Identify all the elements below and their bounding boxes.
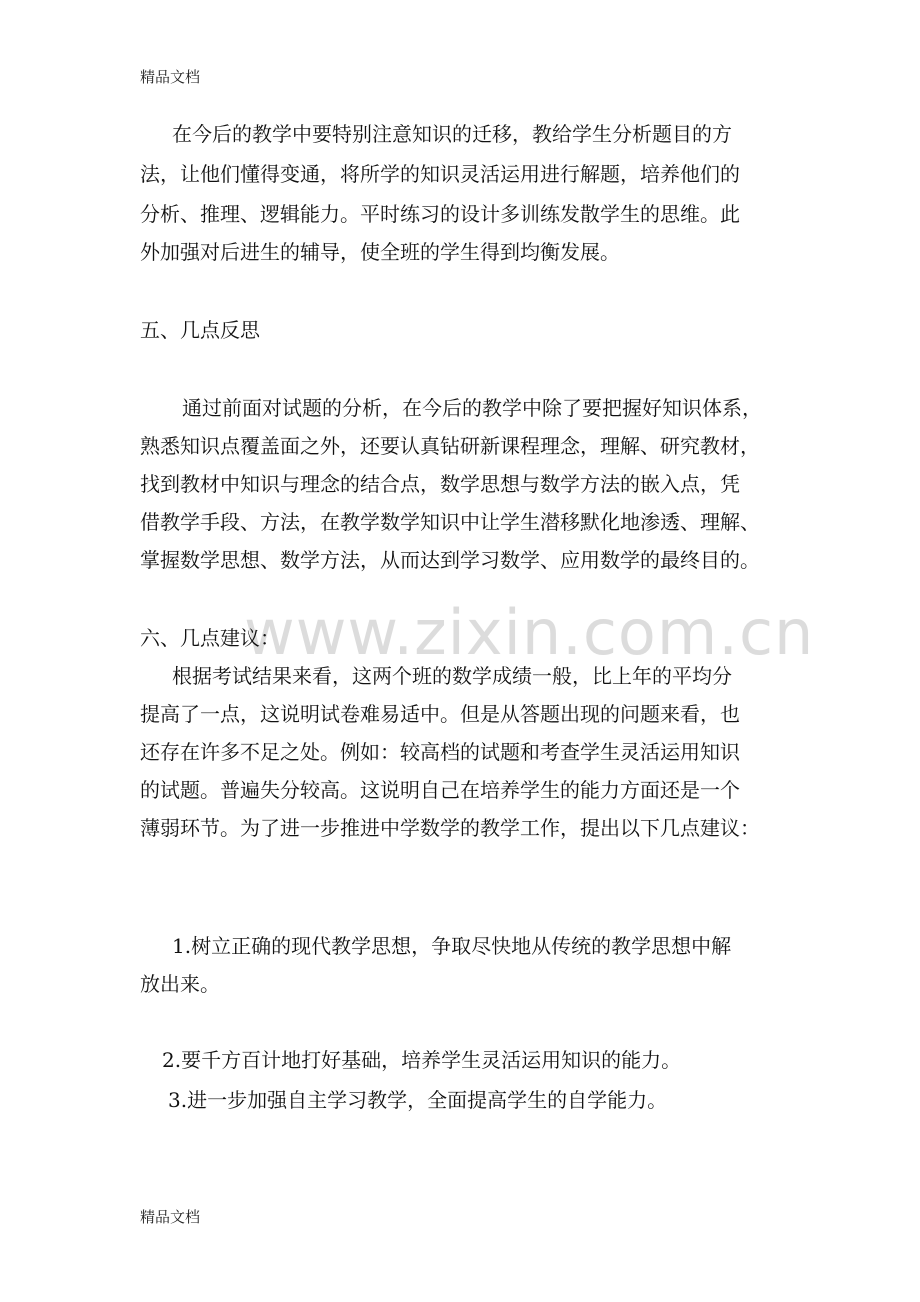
paragraph-line: 根据考试结果来看，这两个班的数学成绩一般，比上年的平均分 xyxy=(172,664,732,688)
paragraph-line: 通过前面对试题的分析，在今后的教学中除了要把握好知识体系， xyxy=(182,396,762,420)
paragraph-line: 的试题。普遍失分较高。这说明自己在培养学生的能力方面还是一个 xyxy=(140,778,740,802)
list-item-3: 3.进一步加强自主学习教学，全面提高学生的自学能力。 xyxy=(168,1088,668,1112)
paragraph-line: 掌握数学思想、数学方法，从而达到学习数学、应用数学的最终目的。 xyxy=(140,548,760,572)
paragraph-line: 找到教材中知识与理念的结合点，数学思想与数学方法的嵌入点，凭 xyxy=(140,472,740,496)
watermark: www.zixin.com.cn xyxy=(244,596,815,669)
paragraph-line: 法，让他们懂得变通，将所学的知识灵活运用进行解题，培养他们的 xyxy=(140,162,740,186)
paragraph-line: 分析、推理、逻辑能力。平时练习的设计多训练发散学生的思维。此 xyxy=(140,202,740,226)
paragraph-line: 熟悉知识点覆盖面之外，还要认真钻研新课程理念，理解、研究教材， xyxy=(140,434,760,458)
section-heading: 六、几点建议： xyxy=(140,626,280,650)
paragraph-line: 提高了一点，这说明试卷难易适中。但是从答题出现的问题来看，也 xyxy=(140,702,740,726)
paragraph-line: 在今后的教学中要特别注意知识的迁移，教给学生分析题目的方 xyxy=(172,122,732,146)
paragraph-line: 还存在许多不足之处。例如：较高档的试题和考查学生灵活运用知识 xyxy=(140,740,740,764)
page-footer: 精品文档 xyxy=(140,1208,201,1226)
page-header: 精品文档 xyxy=(140,68,201,86)
list-item-1-cont: 放出来。 xyxy=(140,972,220,996)
paragraph-line: 借教学手段、方法，在教学数学知识中让学生潜移默化地渗透、理解、 xyxy=(140,510,760,534)
list-item-2: 2.要千方百计地打好基础，培养学生灵活运用知识的能力。 xyxy=(162,1048,682,1072)
list-item-1: 1.树立正确的现代教学思想，争取尽快地从传统的教学思想中解 xyxy=(172,934,732,958)
paragraph-line: 外加强对后进生的辅导，使全班的学生得到均衡发展。 xyxy=(140,240,620,264)
paragraph-line: 薄弱环节。为了进一步推进中学数学的教学工作，提出以下几点建议： xyxy=(140,816,760,840)
section-heading: 五、几点反思 xyxy=(140,318,260,342)
